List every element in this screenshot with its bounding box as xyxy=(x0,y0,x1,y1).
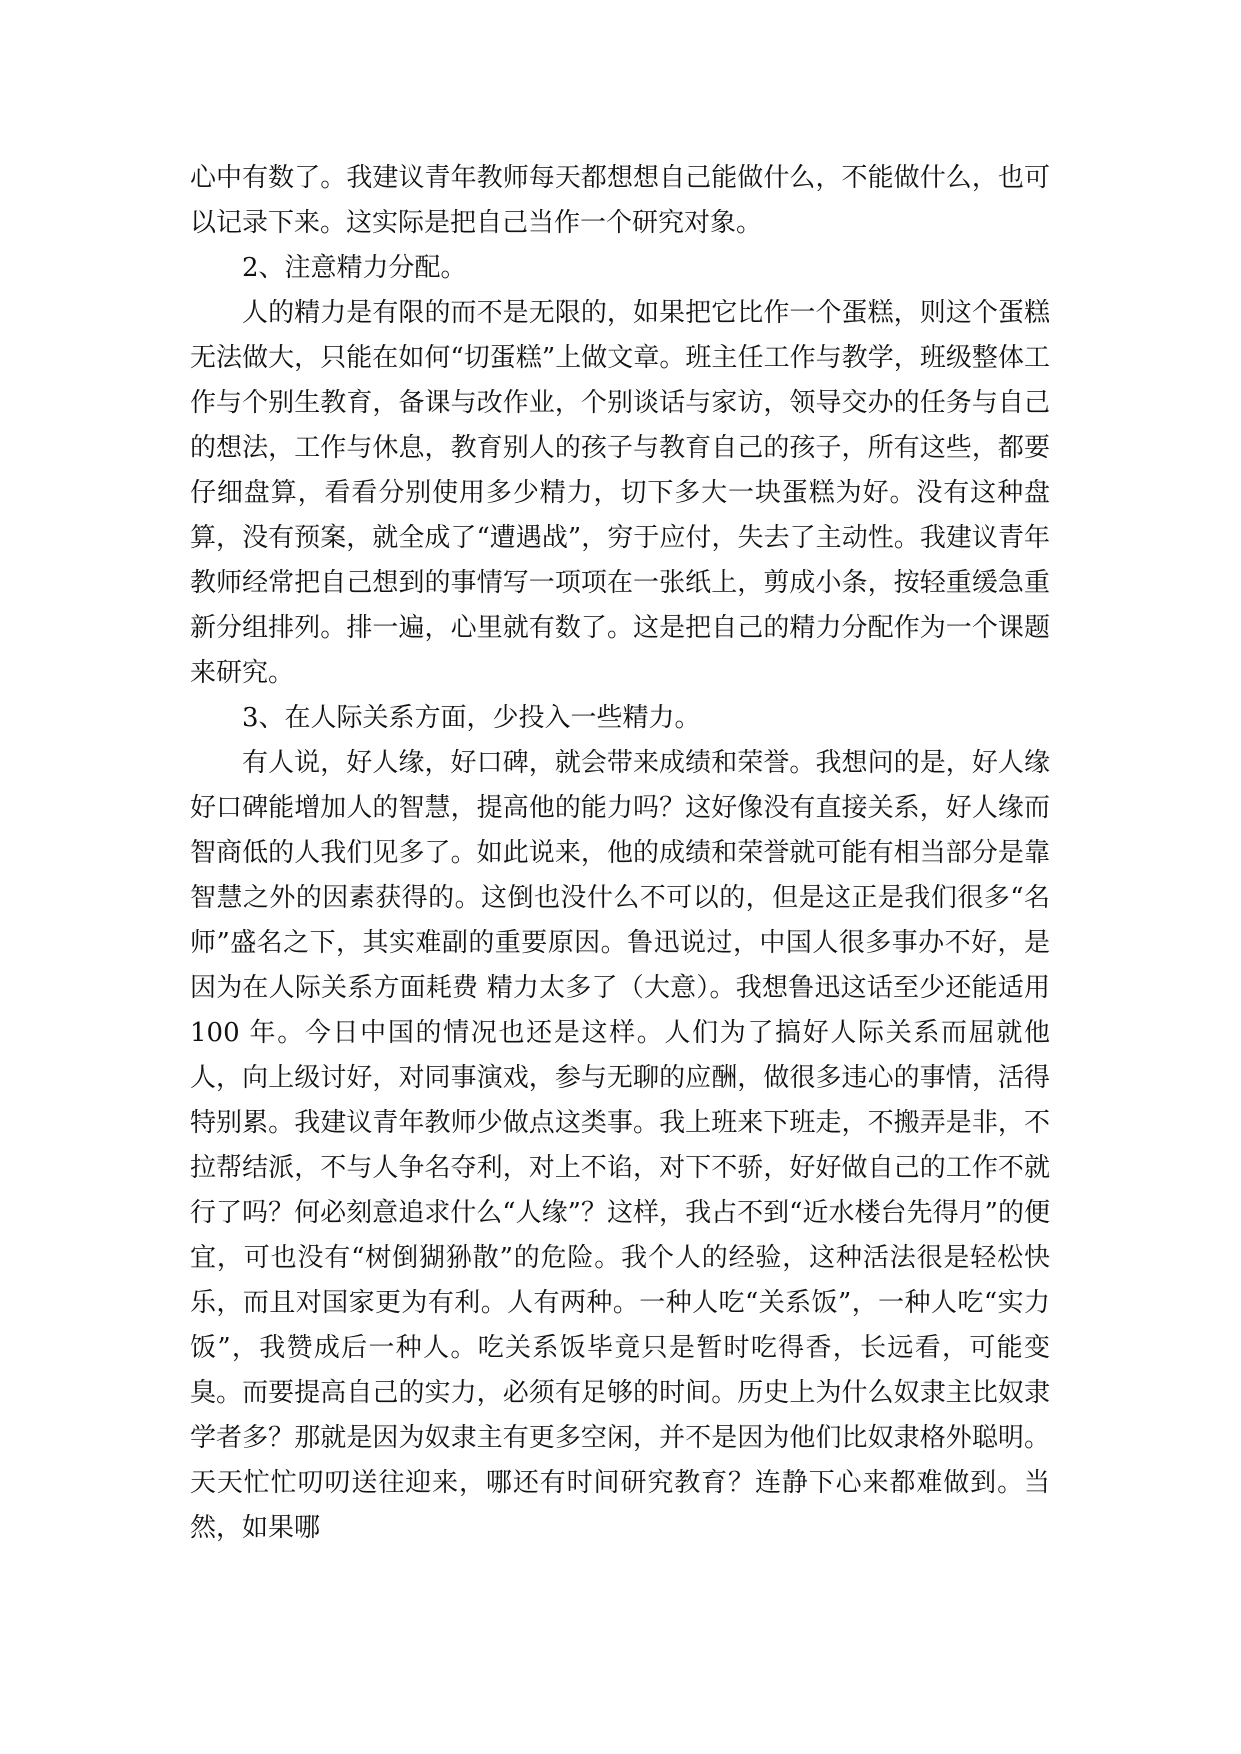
paragraph-5: 有人说，好人缘，好口碑，就会带来成绩和荣誉。我想问的是，好人缘好口碑能增加人的智慧，提高他的能力吗？这好像没有直接关系，好人缘而智商低的人我们见多了。如此说来，他的成绩和荣誉就可能有相当部分是靠智慧之外的因素获得的。这倒也没什么不可以的，但是这正是我们很多“名师”盛名之下，其实难副的重要原因。鲁迅说过，中国人很多事办不好，是因为在人际关系方面耗费 精力太多了（大意）。我想鲁迅这话至少还能适用 100 年。今日中国的情况也还是这样。人们为了搞好人际关系而屈就他人，向上级讨好，对同事演戏，参与无聊的应酬，做很多违心的事情，活得特别累。我建议青年教师少做点这类事。我上班来下班走，不搬弄是非，不拉帮结派，不与人争名夺利，对上不谄，对下不骄，好好做自己的工作不就行了吗？何必刻意追求什么“人缘”？这样，我占不到“近水楼台先得月”的便宜，可也没有“树倒猢狲散”的危险。我个人的经验，这种活法很是轻松快乐，而且对国家更为有利。人有两种。一种人吃“关系饭”，一种人吃“实力饭”，我赞成后一种人。吃关系饭毕竟只是暂时吃得香，长远看，可能变臭。而要提高自己的实力，必须有足够的时间。历史上为什么奴隶主比奴隶学者多？那就是因为奴隶主有更多空闲，并不是因为他们比奴隶格外聪明。天天忙忙叨叨送往迎来，哪还有时间研究教育？连静下心来都难做到。当然，如果哪 xyxy=(190,748,1059,1543)
paragraph-3: 人的精力是有限的而不是无限的，如果把它比作一个蛋糕，则这个蛋糕无法做大，只能在如何“切蛋糕”上做文章。班主任工作与教学，班级整体工作与个别生教育，备课与改作业，个别谈话与家访，领导交办的任务与自己的想法，工作与休息，教育别人的孩子与教育自己的孩子，所有这些，都要仔细盘算，看看分别使用多少精力，切下多大一块蛋糕为好。没有这种盘算，没有预案，就全成了“遭遇战”，穷于应付，失去了主动性。我建议青年教师经常把自己想到的事情写一项项在一张纸上，剪成小条，按轻重缓急重新分组排列。排一遍，心里就有数了。这是把自己的精力分配作为一个课题来研究。 xyxy=(190,298,1050,688)
paragraph-2-heading: 2、注意精力分配。 xyxy=(242,253,467,283)
document-body xyxy=(190,156,1059,1551)
paragraph-1: 心中有数了。我建议青年教师每天都想想自己能做什么，不能做什么，也可以记录下来。这实际是把自己当作一个研究对象。 xyxy=(190,163,1050,238)
paragraph-4-heading: 3、在人际关系方面，少投入一些精力。 xyxy=(242,703,701,733)
